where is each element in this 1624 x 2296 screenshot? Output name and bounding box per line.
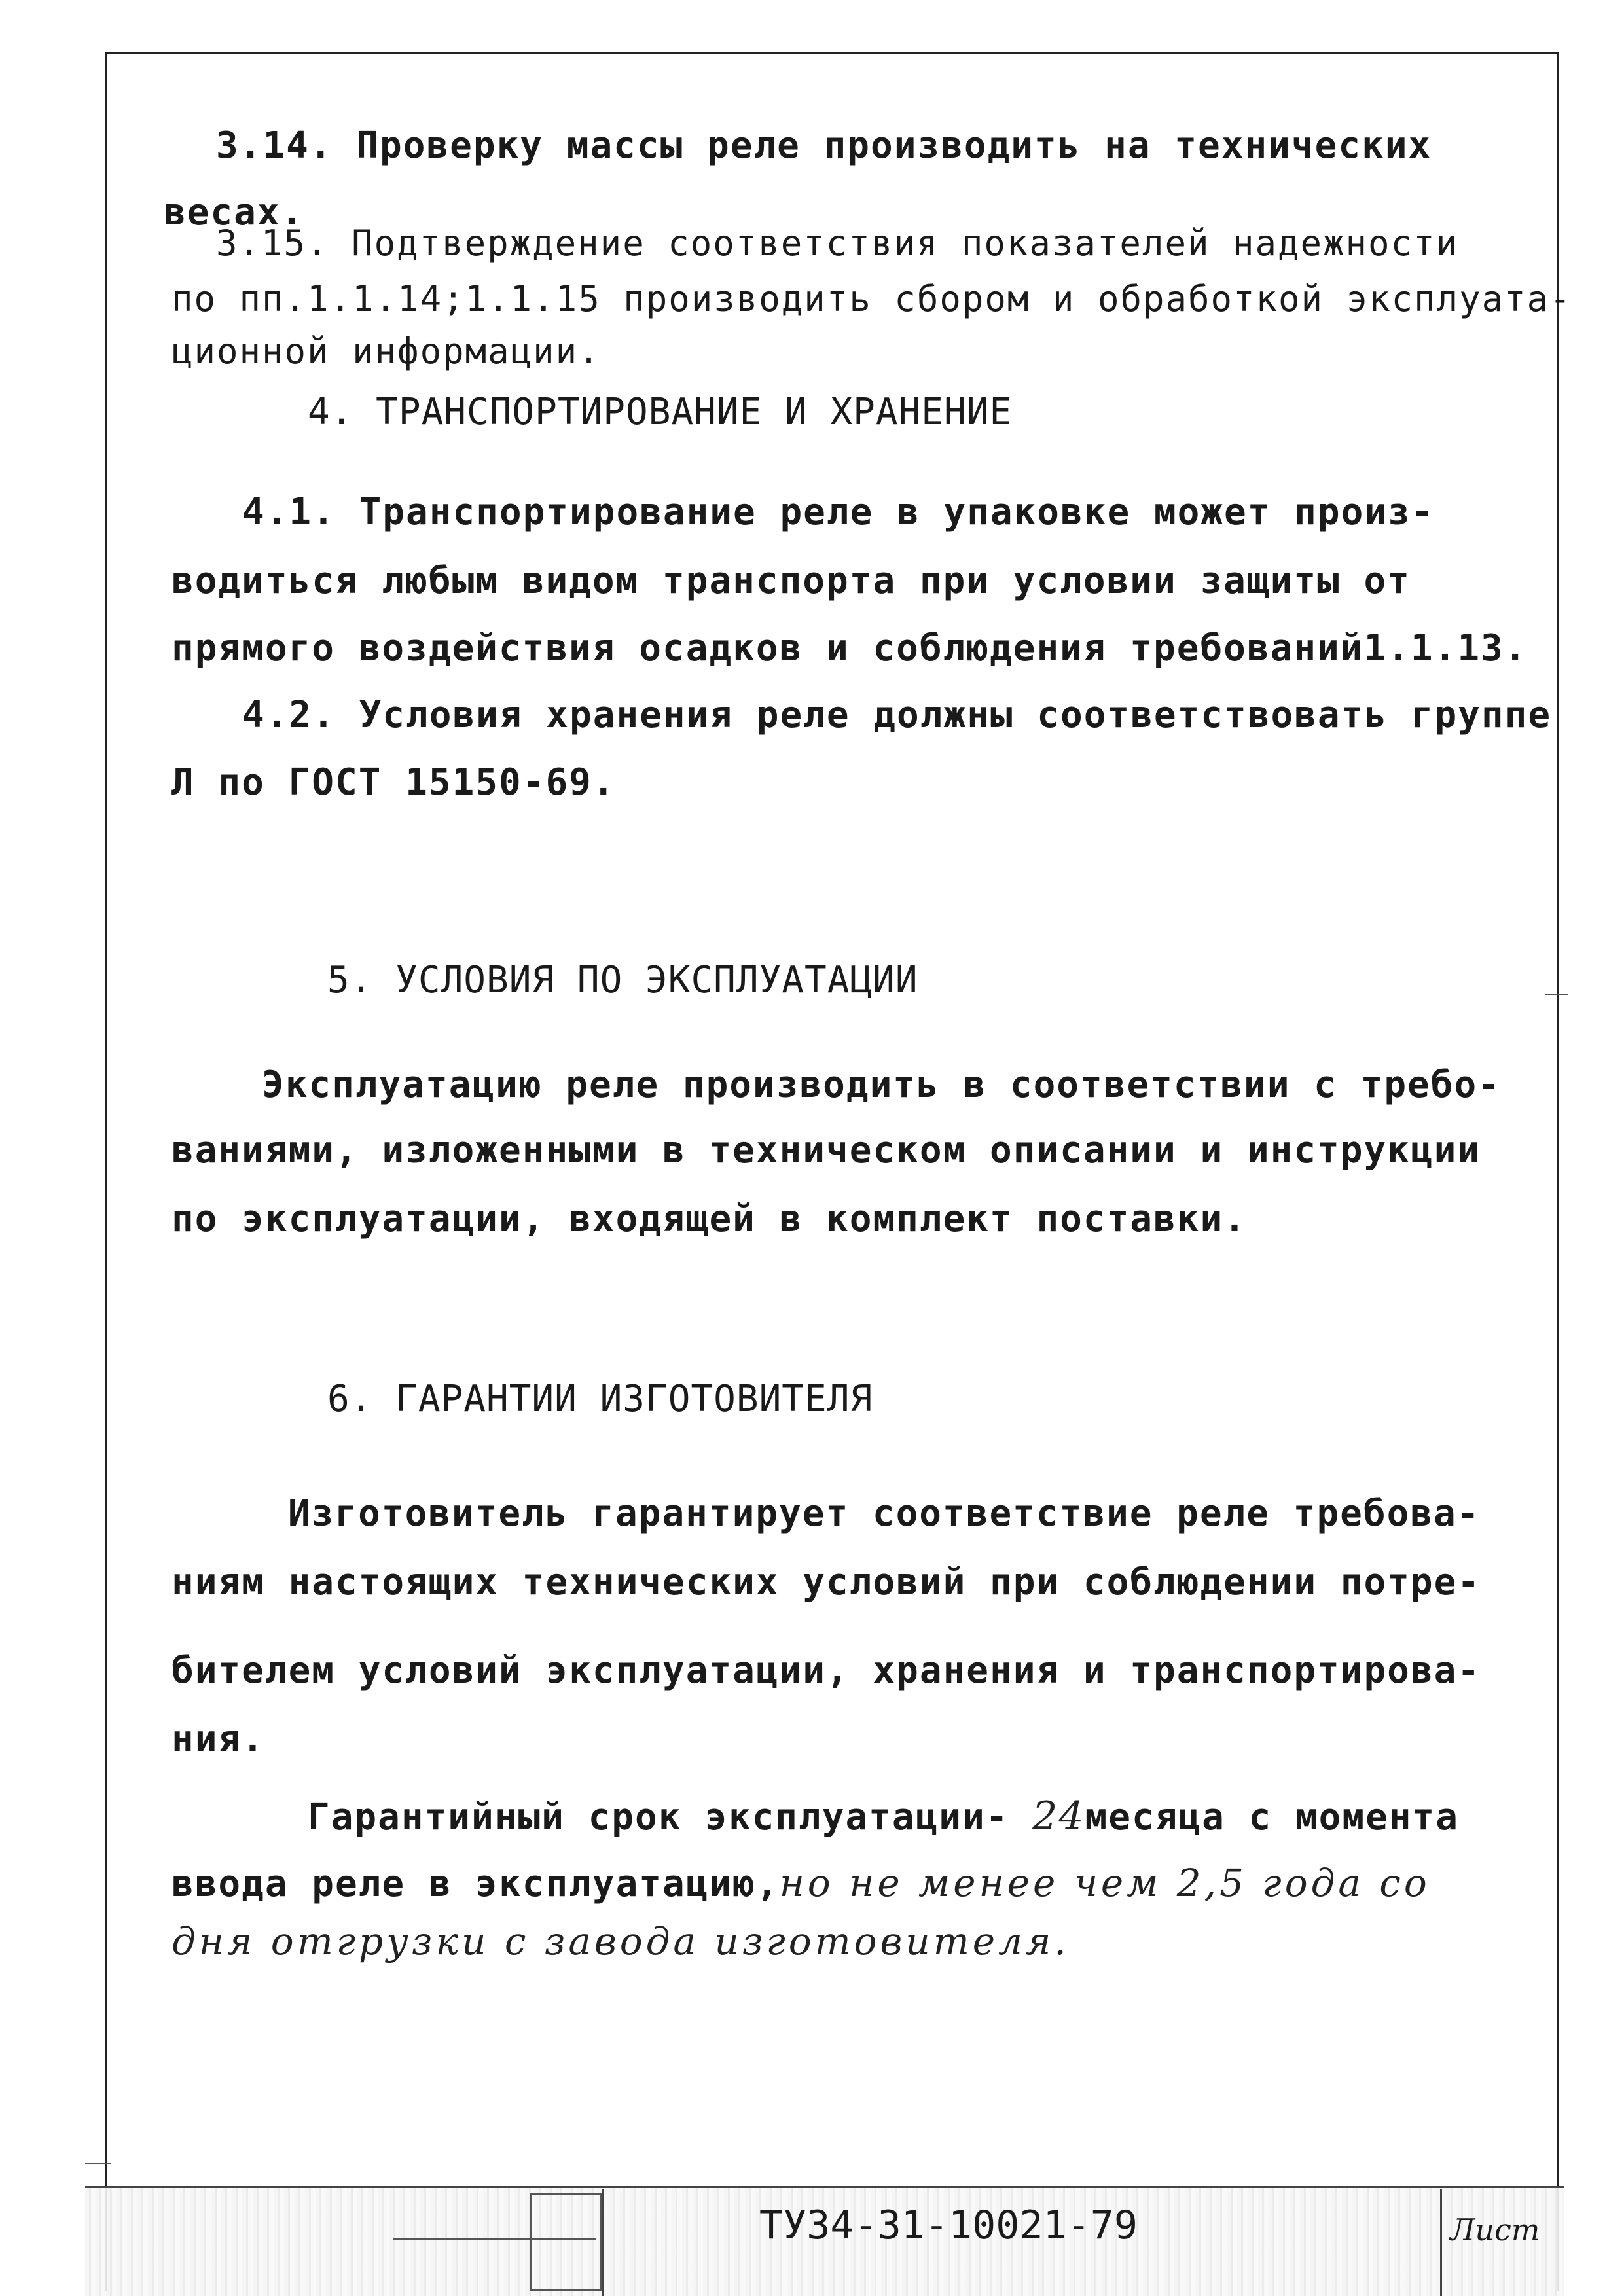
clause-3-15-line-1: 3.15. Подтверждение соответствия показателей надежности bbox=[216, 223, 1459, 264]
clause-3-15-line-3: ционной информации. bbox=[171, 331, 601, 372]
title-block-border bbox=[85, 2186, 1564, 2188]
clause-4-2-line-2: Л по ГОСТ 15150-69. bbox=[171, 761, 616, 804]
section-6-heading: 6. ГАРАНТИИ ИЗГОТОВИТЕЛЯ bbox=[327, 1378, 873, 1420]
clause-4-1-line-2: водиться любым видом транспорта при условии защиты от bbox=[171, 560, 1411, 602]
title-block-divider bbox=[1440, 2189, 1442, 2296]
warranty-text: ввода реле в эксплуатацию, bbox=[171, 1863, 780, 1905]
warranty-text: месяца с момента bbox=[1085, 1796, 1459, 1839]
sheet-label: Лист bbox=[1450, 2212, 1540, 2248]
warranty-line-2 bbox=[171, 1861, 1430, 1905]
section-4-heading: 4. ТРАНСПОРТИРОВАНИЕ И ХРАНЕНИЕ bbox=[308, 391, 1013, 433]
section-6-line-3: бителем условий эксплуатации, хранения и транспортирова- bbox=[171, 1649, 1481, 1692]
section-5-line-2: ваниями, изложенными в техническом описании и инструкции bbox=[171, 1129, 1481, 1172]
warranty-line-1 bbox=[308, 1793, 1459, 1839]
clause-3-14-line-1: 3.14. Проверку массы реле производить на технических bbox=[216, 124, 1432, 167]
document-code: ТУ34-31-10021-79 bbox=[759, 2202, 1138, 2248]
margin-tick bbox=[1545, 994, 1568, 995]
warranty-text: Гарантийный срок эксплуатации- bbox=[308, 1796, 1009, 1839]
clause-4-1-line-1: 4.1. Транспортирование реле в упаковке может произ- bbox=[242, 491, 1435, 533]
handwritten-addition-line-3: дня отгрузки с завода изготовителя. bbox=[171, 1919, 1070, 1964]
title-block-cell bbox=[530, 2193, 602, 2291]
handwritten-addition: но не менее чем 2,5 года со bbox=[779, 1861, 1430, 1905]
title-block-line bbox=[393, 2238, 596, 2240]
section-6-line-1: Изготовитель гарантирует соответствие реле требова- bbox=[288, 1492, 1481, 1535]
margin-tick bbox=[85, 2163, 111, 2164]
clause-4-1-line-3: прямого воздействия осадков и соблюдения требований1.1.13. bbox=[171, 627, 1528, 670]
title-block-divider bbox=[602, 2189, 604, 2296]
section-6-line-2: ниям настоящих технических условий при соблюдении потре- bbox=[171, 1561, 1481, 1604]
section-6-line-4: ния. bbox=[171, 1718, 265, 1761]
section-5-line-3: по эксплуатации, входящей в комплект поставки. bbox=[171, 1198, 1247, 1240]
clause-3-14-line-2: весах. bbox=[164, 191, 304, 234]
section-5-heading: 5. УСЛОВИЯ ПО ЭКСПЛУАТАЦИИ bbox=[327, 959, 918, 1001]
handwritten-months: 24 bbox=[1032, 1793, 1085, 1839]
clause-3-15-line-2: по пп.1.1.14;1.1.15 производить сбором и обработкой эксплуата- bbox=[171, 278, 1572, 319]
clause-4-2-line-1: 4.2. Условия хранения реле должны соответствовать группе bbox=[242, 694, 1552, 736]
section-5-line-1: Эксплуатацию реле производить в соответствии с требо- bbox=[262, 1064, 1501, 1106]
